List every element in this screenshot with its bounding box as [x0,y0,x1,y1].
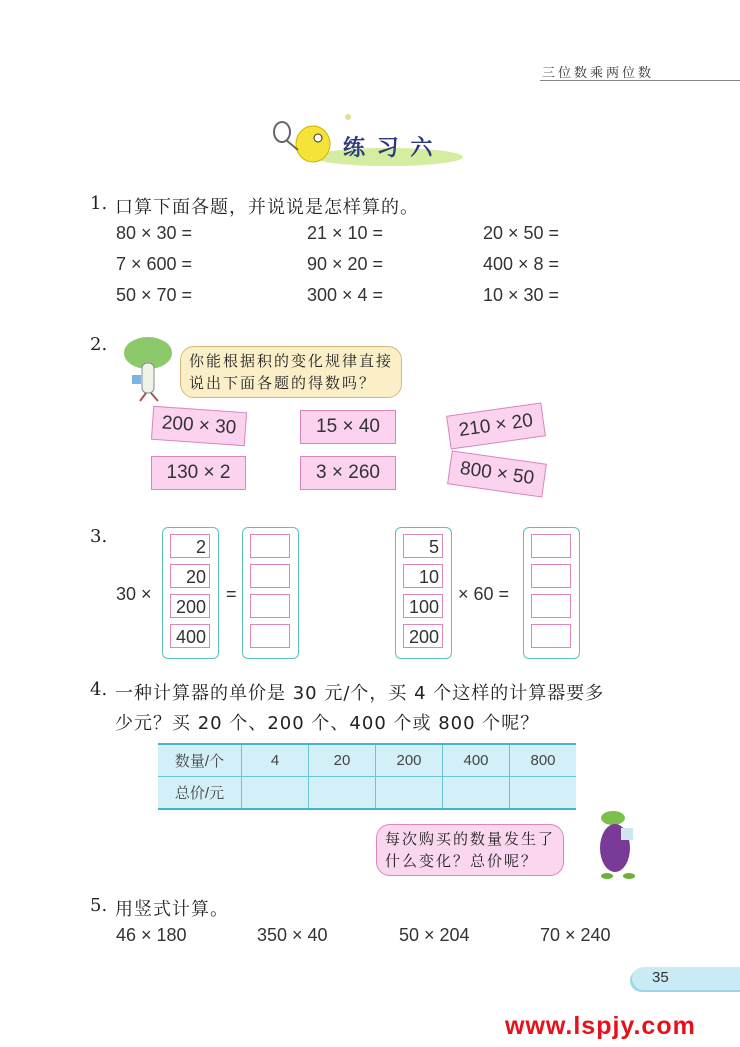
answer-cell[interactable] [531,624,571,648]
q5-item: 46 × 180 [116,925,187,945]
q3-left-answers [242,527,299,659]
row-header: 数量/个 [158,744,242,777]
quantity-cell: 20 [309,744,376,777]
answer-cell[interactable] [531,564,571,588]
factor-cell: 20 [170,564,210,588]
page-number: 35 [652,969,669,986]
factor-cell: 200 [170,594,210,618]
q1-expr: 20 × 50 = [483,223,560,243]
table-row [158,777,576,810]
cabbage-mascot-icon [118,333,178,403]
q3-right-factors [395,527,452,659]
expression-card: 3 × 260 [300,456,396,490]
answer-cell[interactable] [250,624,290,648]
q1-expr: 80 × 30 = [116,223,193,243]
row-header: 总价/元 [158,777,242,810]
answer-cell[interactable] [250,594,290,618]
answer-cell[interactable] [531,594,571,618]
eggplant-mascot-icon [585,806,645,882]
q1-prompt: 口算下面各题，并说说是怎样算的。 [115,197,419,218]
answer-cell[interactable] [250,564,290,588]
price-table [158,743,576,810]
factor-cell: 400 [170,624,210,648]
bubble-line: 说出下面各题的得数吗？ [189,374,377,392]
speech-bubble-cabbage [180,346,402,398]
answer-cell[interactable] [531,534,571,558]
q1-expr: 50 × 70 = [116,285,193,305]
total-cell[interactable] [443,777,510,810]
q3-left-factors [162,527,219,659]
q2-number: 2. [90,334,108,355]
factor-cell: 200 [403,624,443,648]
total-cell[interactable] [510,777,577,810]
total-cell[interactable] [309,777,376,810]
quantity-cell: 400 [443,744,510,777]
table-row [158,744,576,777]
total-cell[interactable] [376,777,443,810]
bubble-line: 你能根据积的变化规律直接 [189,352,394,370]
q1-expr: 7 × 600 = [116,254,193,274]
quantity-cell: 200 [376,744,443,777]
q3-right-suffix: × 60 = [458,584,510,604]
bubble-line: 每次购买的数量发生了 [385,830,556,848]
expression-card: 15 × 40 [300,410,396,444]
q3-equals: = [226,584,237,604]
q5-item: 70 × 240 [540,925,611,945]
speech-bubble-eggplant [376,824,564,876]
quantity-cell: 4 [242,744,309,777]
section-title: 三位数乘两位数 [542,66,655,81]
factor-cell: 2 [170,534,210,558]
q4-line1: 一种计算器的单价是 30 元/个，买 4 个这样的计算器要多 [115,683,605,704]
q1-expr: 90 × 20 = [307,254,384,274]
factor-cell: 5 [403,534,443,558]
total-cell[interactable] [242,777,309,810]
exercise-title: 练 习 六 [343,136,435,161]
expression-card: 200 × 30 [151,406,247,446]
answer-cell[interactable] [250,534,290,558]
q5-prompt: 用竖式计算。 [115,899,229,920]
q5-number: 5. [90,895,108,916]
quantity-cell: 800 [510,744,577,777]
expression-card: 130 × 2 [151,456,246,490]
factor-cell: 100 [403,594,443,618]
q5-item: 50 × 204 [399,925,470,945]
header-rule [540,80,740,81]
q3-right-answers [523,527,580,659]
bubble-line: 什么变化？总价呢？ [385,852,539,870]
q1-expr: 300 × 4 = [307,285,384,305]
q4-number: 4. [90,679,108,700]
watermark: www.lspjy.com [505,1012,696,1040]
q1-expr: 10 × 30 = [483,285,560,305]
q3-number: 3. [90,526,108,547]
q4-line2: 少元？买 20 个、200 个、400 个或 800 个呢？ [115,713,540,734]
q5-item: 350 × 40 [257,925,328,945]
factor-cell: 10 [403,564,443,588]
q3-left-prefix: 30 × [116,584,152,604]
q1-expr: 21 × 10 = [307,223,384,243]
q1-number: 1. [90,193,108,214]
page-number-tab [632,967,740,990]
expression-card: 800 × 50 [447,450,547,497]
expression-card: 210 × 20 [446,402,546,449]
q1-expr: 400 × 8 = [483,254,560,274]
